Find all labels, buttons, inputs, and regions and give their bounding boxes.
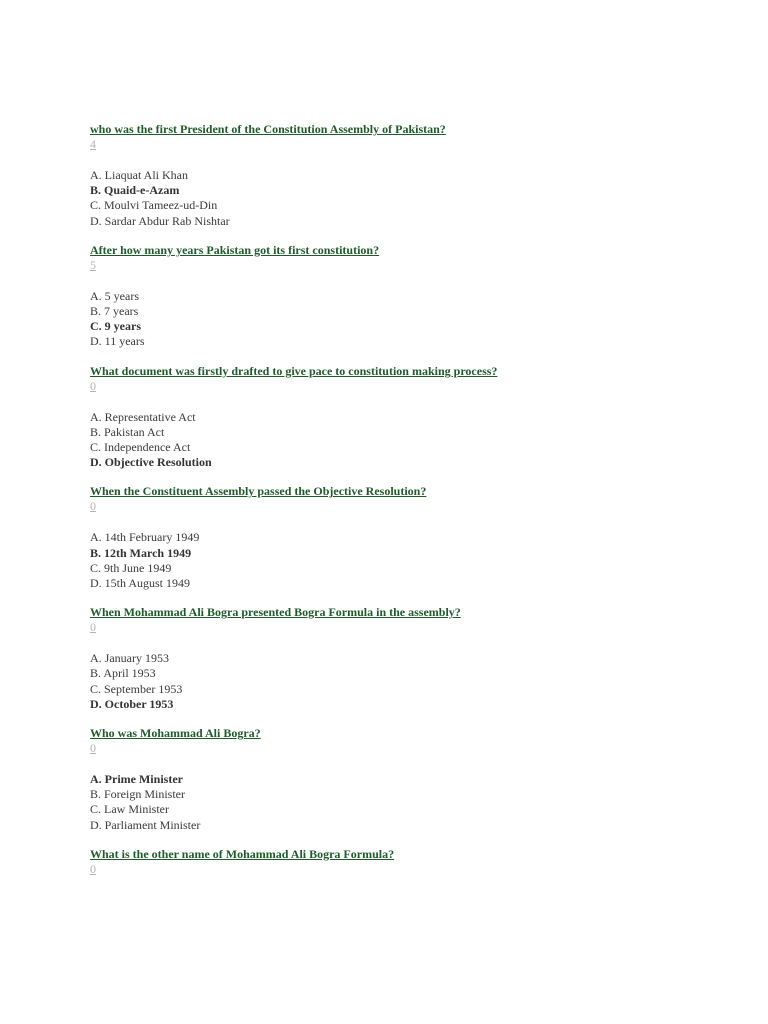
option-b: B. Pakistan Act <box>90 424 165 439</box>
answer-count-link[interactable]: 5 <box>90 257 96 272</box>
question-block-7 <box>90 846 730 876</box>
option-c: C. Moulvi Tameez-ud-Din <box>90 198 218 213</box>
question-link[interactable]: who was the first President of the Constitution Assembly of Pakistan? <box>90 122 446 136</box>
question-block-4 <box>90 483 730 591</box>
option-a: A. Liaquat Ali Khan <box>90 168 188 182</box>
question-block-1 <box>90 121 730 229</box>
option-d: D. 15th August 1949 <box>90 576 191 591</box>
option-c: C. September 1953 <box>90 681 183 696</box>
answer-count-link[interactable]: 0 <box>90 378 96 393</box>
question-link[interactable]: What document was firstly drafted to give pace to constitution making process? <box>90 363 498 378</box>
answer-count-link[interactable]: 0 <box>90 861 96 876</box>
question-block-2 <box>90 242 730 350</box>
option-c-correct: C. 9 years <box>90 319 141 334</box>
option-d: D. Sardar Abdur Rab Nishtar <box>90 213 230 228</box>
option-b-correct: B. 12th March 1949 <box>90 545 192 560</box>
question-block-5 <box>90 604 730 712</box>
question-link[interactable]: When the Constituent Assembly passed the Objective Resolution? <box>90 484 427 499</box>
option-a: A. 5 years <box>90 288 139 303</box>
question-link[interactable]: What is the other name of Mohammad Ali Bogra Formula? <box>90 846 395 861</box>
option-b-correct: B. Quaid-e-Azam <box>90 183 180 198</box>
question-block-3 <box>90 363 730 471</box>
option-c: C. Independence Act <box>90 440 191 455</box>
question-link[interactable]: After how many years Pakistan got its first constitution? <box>90 242 380 257</box>
question-block-6 <box>90 725 730 833</box>
answer-count-link[interactable]: 0 <box>90 741 96 756</box>
answer-count-link[interactable]: 0 <box>90 620 96 635</box>
option-a: A. 14th February 1949 <box>90 530 200 545</box>
question-link[interactable]: Who was Mohammad Ali Bogra? <box>90 726 261 741</box>
option-a: A. Representative Act <box>90 409 196 424</box>
option-c: C. Law Minister <box>90 802 169 817</box>
option-b: B. Foreign Minister <box>90 787 185 802</box>
option-d-correct: D. Objective Resolution <box>90 455 212 470</box>
option-a: A. January 1953 <box>90 651 169 666</box>
option-b: B. 7 years <box>90 304 139 319</box>
quiz-page <box>90 121 730 893</box>
option-b: B. April 1953 <box>90 666 156 681</box>
option-d: D. Parliament Minister <box>90 817 201 832</box>
option-d-correct: D. October 1953 <box>90 696 174 711</box>
answer-count-link[interactable]: 0 <box>90 499 96 514</box>
option-a-correct: A. Prime Minister <box>90 772 183 787</box>
option-c: C. 9th June 1949 <box>90 560 172 575</box>
question-link[interactable]: When Mohammad Ali Bogra presented Bogra Formula in the assembly? <box>90 605 461 620</box>
answer-count-link[interactable]: 4 <box>90 137 96 151</box>
option-d: D. 11 years <box>90 334 145 349</box>
